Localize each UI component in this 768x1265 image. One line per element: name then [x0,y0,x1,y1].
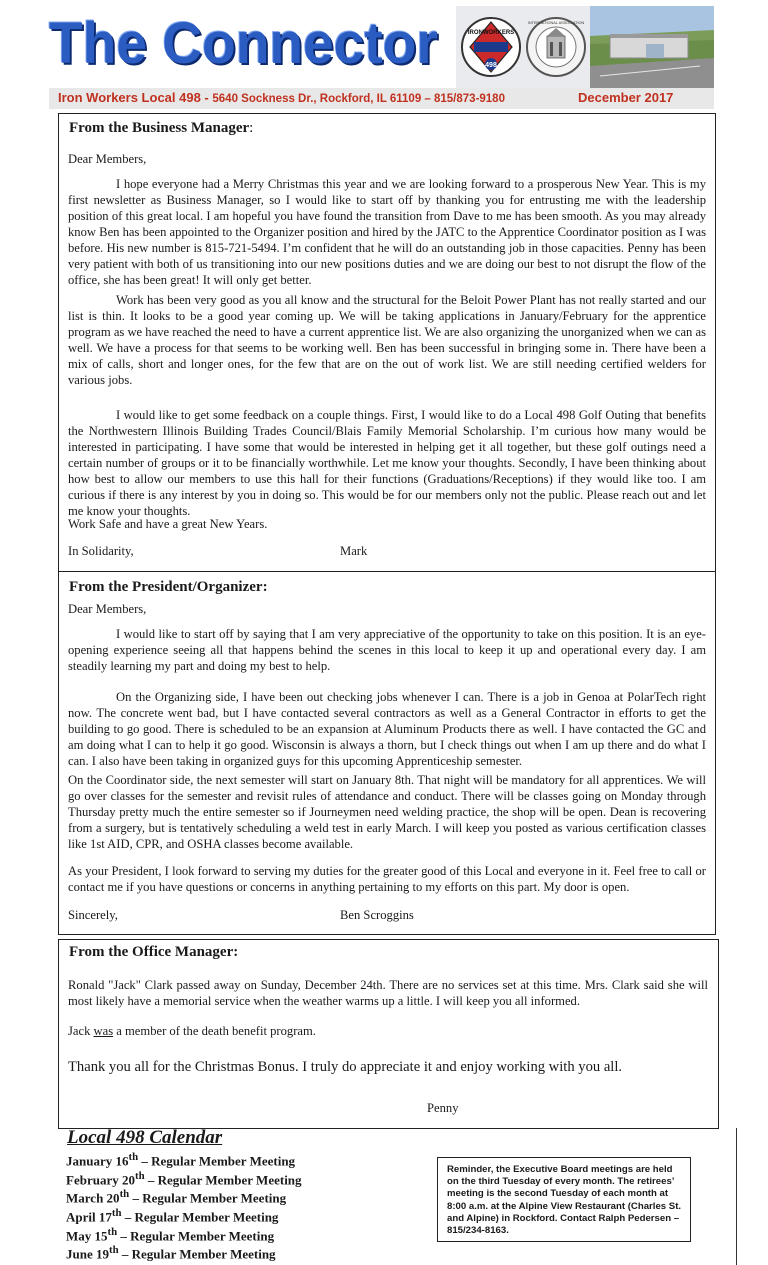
executive-board-reminder: Reminder, the Executive Board meetings are held on the third Tuesday of every month. The retirees’ meeting is the second Tuesday of each month at 8:00 a.m. at the Alpine View Restaurant (Charles St. and Alpine) in Rockford. Contact Ralph Pedersen – 815/234-8163. [437,1157,691,1242]
business-manager-heading [69,120,253,137]
president-signoff: Sincerely, [68,908,118,922]
calendar-item [66,1206,302,1225]
union-hall-photo [590,6,714,88]
office-manager-p2-underlined: was [93,1024,114,1038]
president-heading: From the President/Organizer: [69,579,268,595]
calendar-date: February 20 [66,1171,135,1187]
calendar-label: – Regular Member Meeting [121,1209,279,1225]
business-manager-heading-colon: : [249,120,254,136]
calendar-label: – Regular Member Meeting [144,1171,302,1187]
calendar-item [66,1150,302,1169]
calendar-date: March 20 [66,1190,120,1206]
president-paragraph-2: On the Organizing side, I have been out checking jobs whenever I can. There is a job in Genoa at PolarTech right now. The concrete went bad, but I have contacted several contractors as well as a General Contractor in efforts to get the building to go good. There is scheduled to be an expansion at Aluminum Products there as well. I have contacted the GC and am doing what I can to help it go good. Wisconsin is always a thorn, but I check things out when I am up there and do what I can. I also have been taking in organized guys for this upcoming Apprenticeship semester. [68,690,706,768]
business-manager-signoff: In Solidarity, [68,544,134,558]
office-manager-signature: Penny [427,1101,459,1115]
office-manager-paragraph-2 [68,1023,316,1039]
president-paragraph-3: On the Coordinator side, the next semester will start on January 8th. That night will be mandatory for all apprentices. We will go over classes for the semester and revisit rules of attendance and conduct. There will be classes going on Monday through Thursday pretty much the entire semester so if Journeymen need welding practice, the shop will be open. Dean is recovering from a surgery, but is tentatively scheduling a weld test in early March. I will keep you posted as various certification classes like 1st AID, CPR, and OSHA classes become available. [68,773,706,851]
calendar-item [66,1243,302,1262]
calendar-item [66,1169,302,1188]
business-manager-paragraph-3: I would like to get some feedback on a couple things. First, I would like to do a Local 498 Golf Outing that benefits the Northwestern Illinois Building Trades Council/Blais Family Memorial Scholarship. I’m curious how many would be interested in participating. I have some that would be interested in helping get it all together, but these golf outings need a certain number of groups or it to be financially worthwhile. Let me know your thoughts. Secondly, I have been thinking about how best to allow our members to use this hall for their functions (Graduations/Receptions) if they would like too. I am curious if there is any interest by you in doing so. This would be for our members only not the public. Please reach out and let me know your thoughts. [68,408,706,518]
issue-date: December 2017 [578,90,674,105]
president-paragraph-4: As your President, I look forward to serving my duties for the greater good of this Local and everyone in it. Feel free to call or contact me if you have questions or concerns in anything pertaining to my efforts on this part. My door is open. [68,864,706,894]
calendar-item [66,1225,302,1244]
business-manager-closing: Work Safe and have a great New Years. [68,517,268,531]
calendar-list [66,1150,302,1262]
business-manager-signature: Mark [340,544,368,558]
calendar-date-suffix: th [119,1188,130,1201]
business-manager-heading-text: From the Business Manager [69,120,250,136]
business-manager-paragraph-1: I hope everyone had a Merry Christmas this year and we are looking forward to a prosperous New Year. This is my first newsletter as Business Manager, so I would like to start off by thanking you for entrusting me with the leadership position of this great local. I am hopeful you have found the transition from Dave to me has been smooth. As you may already know Ben has been appointed to the Organizer position and hired by the JATC to the Apprentice Coordinator position as I was before. His new number is 815-721-5494. I’m confident that he will do an outstanding job in those capacities. Penny has been very patient with both of us transitioning into our new positions duties and we are doing our best to not disrupt the flow of the office, she has been great! It will only get better. [68,177,706,287]
calendar-date-suffix: th [107,1225,118,1238]
ironworkers-logo-icon [460,14,522,80]
local-address: 5640 Sockness Dr., Rockford, IL 61109 – 815/873-9180 [212,93,505,105]
president-paragraph-1: I would like to start off by saying that I am very appreciative of the opportunity to take on this position. It is an eye-opening experience seeing all that happens behind the scenes in this local to keep it up and operational every day. I am steadily learning my part and doing my best to help. [68,627,706,673]
logo1-number: 498 [485,62,497,69]
masthead-subhead [58,90,505,105]
office-manager-paragraph-1: Ronald "Jack" Clark passed away on Sunday, December 24th. There are no services set at this time. Mrs. Clark said she will most likely have a memorial service when the weather warms up a little. I will keep you all informed. [68,978,708,1008]
logo1-arc-text: IRONWORKERS [467,30,515,36]
local-name: Iron Workers Local 498 - [58,90,209,105]
newsletter-title-box [49,6,438,82]
office-manager-p2-end: a member of the death benefit program. [113,1024,316,1038]
calendar-date: April 17 [66,1209,112,1225]
calendar-label: – Regular Member Meeting [118,1246,276,1262]
president-signature: Ben Scroggins [340,908,414,922]
masthead [0,0,768,112]
president-salutation: Dear Members, [68,602,147,616]
calendar-date: June 19 [66,1246,109,1262]
business-manager-salutation: Dear Members, [68,152,147,166]
calendar-date: January 16 [66,1153,129,1169]
office-manager-p2-start: Jack [68,1024,94,1038]
calendar-label: – Regular Member Meeting [129,1190,287,1206]
office-manager-heading: From the Office Manager: [69,944,239,960]
calendar-date-suffix: th [128,1151,139,1163]
newsletter-title: The Connector [49,11,438,76]
calendar-title: Local 498 Calendar [67,1127,223,1148]
calendar-date-suffix: th [108,1244,119,1257]
office-manager-paragraph-3: Thank you all for the Christmas Bonus. I truly do appreciate it and enjoy working with you all. [68,1059,623,1075]
calendar-date-suffix: th [134,1169,145,1182]
calendar-label: – Regular Member Meeting [117,1227,275,1243]
international-association-seal-icon [525,12,587,82]
page-edge-divider [736,1128,737,1265]
business-manager-paragraph-2: Work has been very good as you all know and the structural for the Beloit Power Plant has not really started and our list is thin. It looks to be a good year coming up. We will be taking applications in January/February for the apprentice program as we have reached the need to have a current apprentice list. We are also organizing the unorganized when we can as well. We have a process for that seems to be working well. Ben has been successful in bringing some in. There have been a mix of calls, short and longer ones, for the few that are on the out of work list. We are still needing certified welders for various jobs. [68,293,706,387]
calendar-date-suffix: th [111,1206,122,1219]
calendar-date: May 15 [66,1227,108,1243]
calendar-item [66,1187,302,1206]
logo2-arc-text: INTERNATIONAL ASSOCIATION [527,21,585,25]
calendar-label: – Regular Member Meeting [138,1153,296,1169]
